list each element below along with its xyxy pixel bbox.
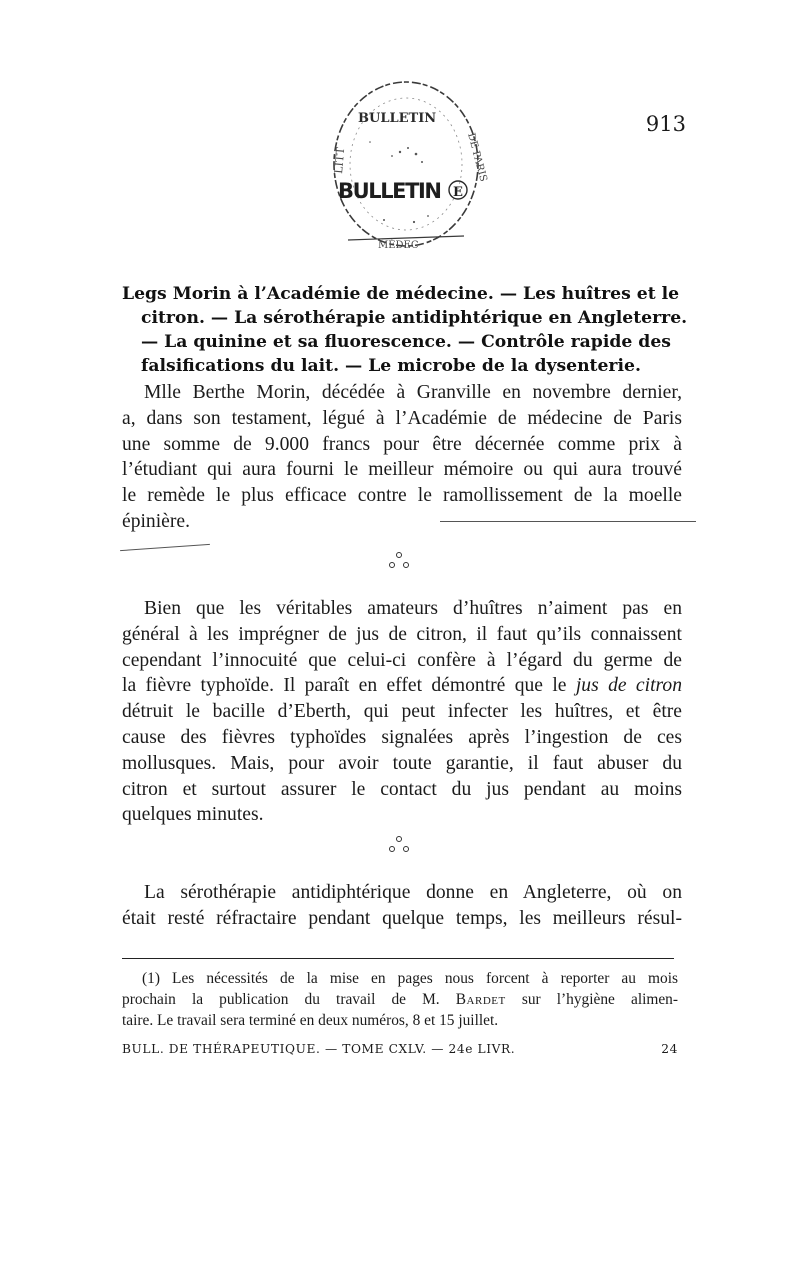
text-line: général à les imprégner de jus de citron, il faut qu’ils connaissent <box>122 623 682 645</box>
separator-dot-icon <box>396 836 402 842</box>
text-run: sur l’hygiène alimen- <box>505 991 679 1008</box>
footer-signature-number: 24 <box>661 1042 678 1056</box>
footnote-line <box>122 989 678 1010</box>
text-line: était resté réfractaire pendant quelque temps, les meilleurs résul- <box>122 907 682 929</box>
text-line: La sérothérapie antidiphtérique donne en Angleterre, où on <box>144 882 682 903</box>
heading-line: falsifications du lait. — Le microbe de la dysenterie. <box>141 356 641 376</box>
paragraph-legs-morin <box>122 380 682 535</box>
paragraph-serotherapie <box>122 880 682 932</box>
separator-dot-icon <box>389 846 395 852</box>
text-line: l’étudiant qui aura fourni le meilleur mémoire ou qui aura trouvé <box>122 459 682 481</box>
footnote-rule <box>122 958 674 959</box>
pencil-underline <box>440 521 696 522</box>
text-line: mollusques. Mais, pour avoir toute garantie, il faut abuser du <box>122 752 682 774</box>
italic-phrase: jus de citron <box>575 675 683 697</box>
heading-line: citron. — La sérothérapie antidiphtérique en Angleterre. <box>141 308 688 328</box>
text-run: prochain la publication du travail de M. <box>122 991 456 1008</box>
stamp-bottom-text: MÉDEC <box>378 240 419 251</box>
section-separator <box>384 836 424 866</box>
stamp-seal-icon <box>318 72 498 262</box>
footnote-line: taire. Le travail sera terminé en deux numéros, 8 et 15 juillet. <box>122 1012 499 1029</box>
separator-dot-icon <box>389 562 395 568</box>
text-line: quelques minutes. <box>122 804 264 826</box>
text-line: détruit le bacille d’Eberth, qui peut infecter les huîtres, et être <box>122 701 682 723</box>
stamp-center-text: BULLETIN <box>338 179 442 203</box>
text-line <box>122 673 682 699</box>
text-line: une somme de 9.000 francs pour être décernée comme prix à <box>122 433 682 455</box>
footnote <box>122 968 678 1031</box>
library-stamp <box>318 72 498 262</box>
footnote-line: (1) Les nécessités de la mise en pages nous forcent à reporter au mois <box>142 970 678 987</box>
text-line: citron et surtout assurer le contact du jus pendant au moins <box>122 778 682 800</box>
text-run: la fièvre typhoïde. Il paraît en effet démontré que le <box>122 675 576 697</box>
text-line: cause des fièvres typhoïdes signalées après l’ingestion de ces <box>122 726 682 748</box>
text-line: Mlle Berthe Morin, décédée à Granville en novembre dernier, <box>144 382 682 403</box>
paragraph-huitres-citron <box>122 596 682 828</box>
heading-line: — La quinine et sa fluorescence. — Contrôle rapide des <box>141 332 671 352</box>
text-line: cependant l’innocuité que celui-ci confère à l’égard du germe de <box>122 649 682 671</box>
stamp-left-text: LITT <box>332 146 348 175</box>
stamp-right-text: DE PARIS <box>465 131 489 183</box>
section-heading <box>122 282 692 378</box>
section-separator <box>384 552 424 582</box>
author-name: Bardet <box>455 991 506 1008</box>
heading-line: Legs Morin à l’Académie de médecine. — Les huîtres et le <box>122 284 680 304</box>
pencil-underline <box>120 544 210 551</box>
separator-dot-icon <box>403 846 409 852</box>
text-line: a, dans son testament, légué à l’Académie de médecine de Paris <box>122 407 682 429</box>
page-number: 913 <box>645 112 686 136</box>
footer-journal-title: BULL. DE THÉRAPEUTIQUE. — TOME CXLV. — 24e LIVR. <box>122 1042 516 1056</box>
text-line: Bien que les véritables amateurs d’huîtres n’aiment pas en <box>144 598 682 619</box>
text-line: épinière. <box>122 510 190 532</box>
text-line: le remède le plus efficace contre le ramollissement de la moelle <box>122 485 682 507</box>
stamp-top-text: BULLETIN <box>358 111 437 126</box>
separator-dot-icon <box>403 562 409 568</box>
stamp-letter: E <box>453 185 463 200</box>
separator-dot-icon <box>396 552 402 558</box>
